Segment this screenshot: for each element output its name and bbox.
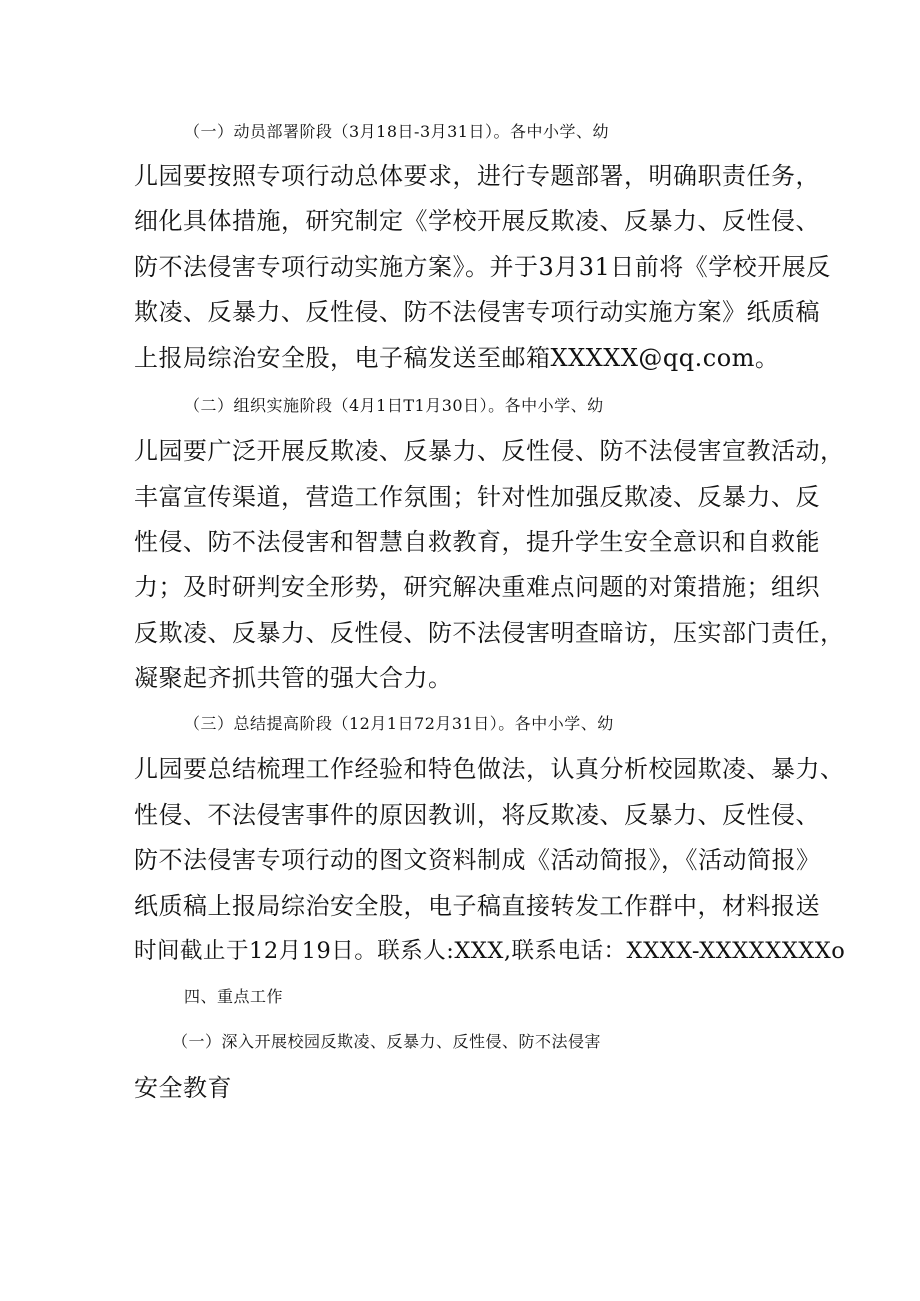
paragraph-line: （三）总结提高阶段（12月1日72月31日）。各中小学、幼	[184, 714, 614, 733]
paragraph-line: 时间截止于12月19日。联系人:XXX,联系电话：XXXX-XXXXXXXXo	[134, 938, 846, 964]
paragraph-line: 儿园要总结梳理工作经验和特色做法，认真分析校园欺凌、暴力、	[134, 755, 845, 783]
paragraph-line: 防不法侵害专项行动实施方案》。并于3月31日前将《学校开展反	[134, 253, 831, 281]
paragraph-line: 纸质稿上报局综治安全股，电子稿直接转发工作群中，材料报送	[134, 892, 820, 920]
paragraph-line: 细化具体措施，研究制定《学校开展反欺凌、反暴力、反性侵、	[134, 207, 820, 235]
paragraph-line: 上报局综治安全股，电子稿发送至邮箱XXXXX@qq.com。	[134, 344, 780, 372]
subsection-heading: 安全教育	[134, 1074, 232, 1102]
paragraph-line: 儿园要按照专项行动总体要求，进行专题部署，明确职责任务，	[134, 162, 820, 190]
section-heading: 四、重点工作	[184, 987, 284, 1006]
paragraph-line: 儿园要广泛开展反欺凌、反暴力、反性侵、防不法侵害宣教活动，	[134, 437, 845, 465]
paragraph-line: 性侵、不法侵害事件的原因教训，将反欺凌、反暴力、反性侵、	[134, 801, 820, 829]
paragraph-line: 丰富宣传渠道，营造工作氛围；针对性加强反欺凌、反暴力、反	[134, 483, 820, 511]
paragraph-line: 欺凌、反暴力、反性侵、防不法侵害专项行动实施方案》纸质稿	[134, 298, 820, 326]
paragraph-line: 反欺凌、反暴力、反性侵、防不法侵害明查暗访，压实部门责任，	[134, 619, 845, 647]
subsection-heading: （一）深入开展校园反欺凌、反暴力、反性侵、防不法侵害	[172, 1032, 602, 1051]
paragraph-line: 防不法侵害专项行动的图文资料制成《活动简报》，《活动简报》	[134, 846, 821, 874]
paragraph-line: （二）组织实施阶段（4月1日T1月30日）。各中小学、幼	[184, 396, 604, 415]
paragraph-line: 力；及时研判安全形势，研究解决重难点问题的对策措施；组织	[134, 573, 820, 601]
paragraph-line: （一）动员部署阶段（3月18日-3月31日）。各中小学、幼	[184, 122, 609, 141]
paragraph-line: 凝聚起齐抓共管的强大合力。	[134, 664, 453, 692]
paragraph-line: 性侵、防不法侵害和智慧自救教育，提升学生安全意识和自救能	[134, 528, 820, 556]
